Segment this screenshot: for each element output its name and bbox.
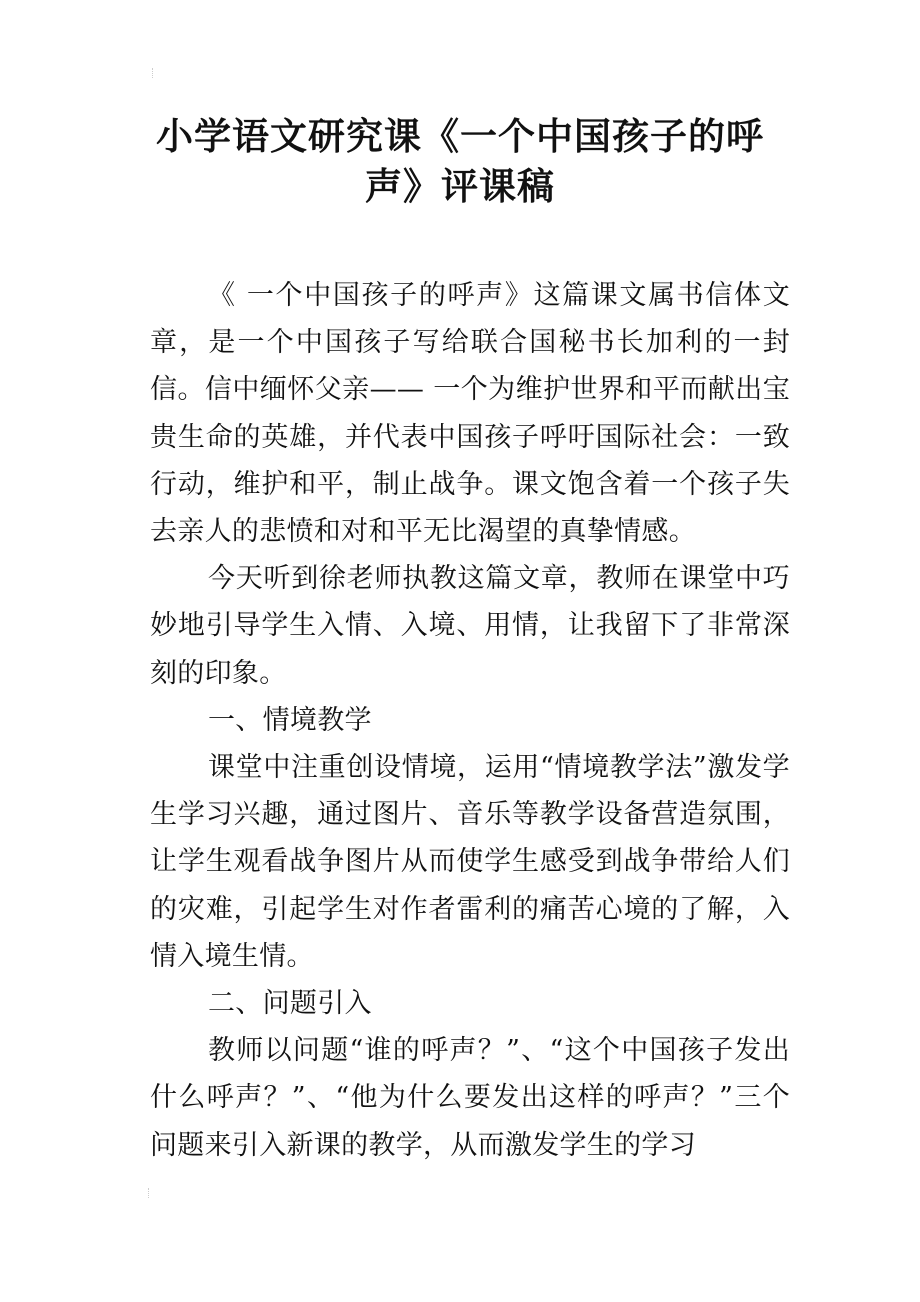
paragraph-situational-teaching: 课堂中注重创设情境，运用“情境教学法”激发学生学习兴趣，通过图片、音乐等教学设备营造氛围，让学生观看战争图片从而使学生感受到战争带给人们的灾难，引起学生对作者雷利的痛苦心境的了解，入情入境生情。 [150,752,790,972]
scan-mark-top [152,68,157,78]
title-line-1: 小学语文研究课《一个中国孩子的呼 [156,115,764,158]
title-line-2: 声》评课稿 [365,165,555,208]
paragraph-intro: 《 一个中国孩子的呼声》这篇课文属书信体文章，是一个中国孩子写给联合国秘书长加利的一封信。信中缅怀父亲—— 一个为维护世界和平而献出宝贵生命的英雄，并代表中国孩子呼吁国际社会：一致行动，维护和平，制止战争。课文饱含着一个孩子失去亲人的悲愤和对和平无比渴望的真挚情感。 [150,280,790,548]
document-body [150,272,790,1169]
paragraph-impression: 今天听到徐老师执教这篇文章，教师在课堂中巧妙地引导学生入情、入境、用情，让我留下了非常深刻的印象。 [150,563,790,689]
section-heading-situational-teaching: 一、情境教学 [208,704,372,736]
document-title [150,112,770,212]
paragraph-question-introduction: 教师以问题“谁的呼声？”、“这个中国孩子发出什么呼声？”、“他为什么要发出这样的呼声？”三个问题来引入新课的教学，从而激发学生的学习 [150,1035,790,1161]
scan-mark-bottom [148,1188,153,1198]
section-heading-question-introduction: 二、问题引入 [208,988,372,1020]
